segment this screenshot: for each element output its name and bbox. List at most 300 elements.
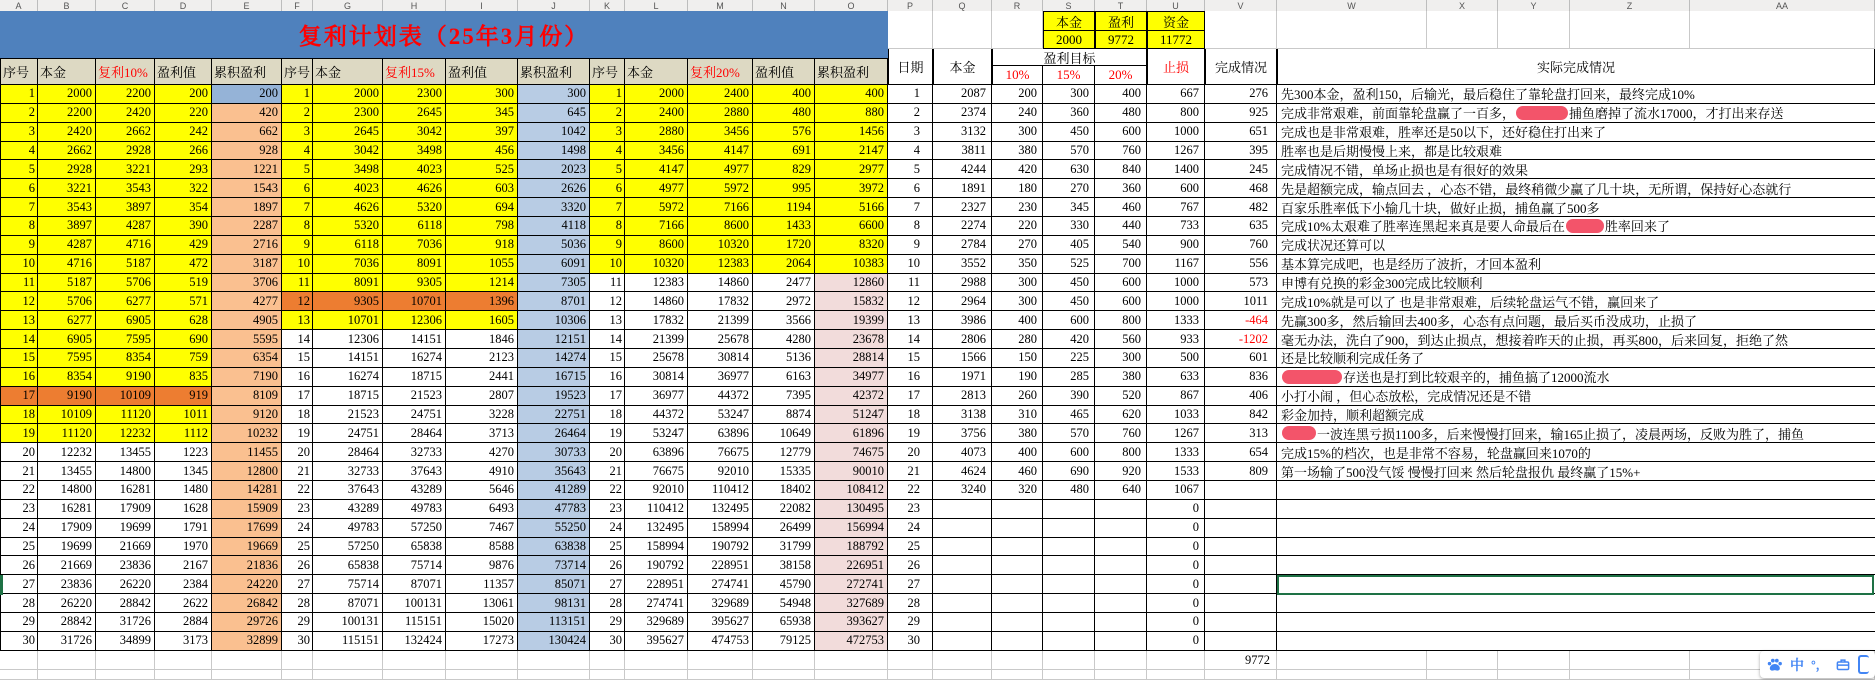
g3-r2-c1[interactable]: 2400 — [625, 104, 688, 123]
principal-cell-r2[interactable]: 2374 — [933, 104, 992, 123]
g3-r7-c1[interactable]: 5972 — [625, 198, 688, 217]
g1-r21-c3[interactable]: 1345 — [155, 462, 212, 481]
g3-r9-c0[interactable]: 9 — [590, 236, 625, 255]
g2-r16-c1[interactable]: 16274 — [313, 368, 383, 387]
empty-cell[interactable] — [625, 670, 688, 680]
g3-r4-c3[interactable]: 691 — [753, 142, 815, 161]
g3-r29-c1[interactable]: 329689 — [625, 613, 688, 632]
g1-r21-c2[interactable]: 14800 — [96, 462, 155, 481]
g2-r14-c4[interactable]: 12151 — [518, 330, 590, 349]
t15-cell-r16[interactable]: 285 — [1043, 368, 1095, 387]
g3-r17-c0[interactable]: 17 — [590, 387, 625, 406]
g3-r21-c0[interactable]: 21 — [590, 462, 625, 481]
g3-header-1[interactable]: 本金 — [625, 58, 688, 85]
toolbox-icon[interactable] — [1835, 657, 1851, 672]
done-cell-r2[interactable]: 925 — [1205, 104, 1277, 123]
stop-cell-r4[interactable]: 1267 — [1147, 142, 1205, 161]
g2-r6-c2[interactable]: 4626 — [383, 179, 446, 198]
g1-r5-c4[interactable]: 1221 — [212, 160, 282, 179]
done-cell-r15[interactable]: 601 — [1205, 349, 1277, 368]
g3-r3-c3[interactable]: 576 — [753, 123, 815, 142]
g1-r13-c1[interactable]: 6277 — [38, 311, 96, 330]
g3-r11-c2[interactable]: 14860 — [688, 274, 753, 293]
done-cell-r7[interactable]: 482 — [1205, 198, 1277, 217]
done-cell-r16[interactable]: 836 — [1205, 368, 1277, 387]
t15-cell-r21[interactable]: 690 — [1043, 462, 1095, 481]
g1-r19-c1[interactable]: 11120 — [38, 424, 96, 443]
g1-r6-c2[interactable]: 3543 — [96, 179, 155, 198]
g3-r11-c3[interactable]: 2477 — [753, 274, 815, 293]
g3-r17-c4[interactable]: 42372 — [815, 387, 888, 406]
date-cell-r16[interactable]: 16 — [888, 368, 933, 387]
g1-r28-c2[interactable]: 28842 — [96, 594, 155, 613]
g3-r27-c3[interactable]: 45790 — [753, 575, 815, 594]
g1-r28-c0[interactable]: 28 — [0, 594, 38, 613]
t10-cell-r4[interactable]: 380 — [992, 142, 1043, 161]
t15-cell-r6[interactable]: 270 — [1043, 179, 1095, 198]
t20-cell-r29[interactable] — [1095, 613, 1147, 632]
principal-cell-r28[interactable] — [933, 594, 992, 613]
g1-r13-c3[interactable]: 628 — [155, 311, 212, 330]
date-cell-r8[interactable]: 8 — [888, 217, 933, 236]
g2-r4-c0[interactable]: 4 — [282, 142, 313, 161]
t10-cell-r16[interactable]: 190 — [992, 368, 1043, 387]
g3-r22-c0[interactable]: 22 — [590, 481, 625, 500]
empty-cell[interactable] — [1277, 30, 1427, 49]
g3-r23-c1[interactable]: 110412 — [625, 500, 688, 519]
done-cell-r24[interactable] — [1205, 519, 1277, 538]
g2-r29-c1[interactable]: 100131 — [313, 613, 383, 632]
g2-r13-c4[interactable]: 10306 — [518, 311, 590, 330]
empty-cell[interactable] — [625, 651, 688, 670]
g3-r28-c1[interactable]: 274741 — [625, 594, 688, 613]
g1-r17-c3[interactable]: 919 — [155, 387, 212, 406]
t15-cell-r14[interactable]: 420 — [1043, 330, 1095, 349]
column-letter-M[interactable]: M — [688, 0, 753, 11]
empty-cell[interactable] — [888, 11, 933, 31]
g2-r4-c3[interactable]: 456 — [446, 142, 518, 161]
g3-r18-c1[interactable]: 44372 — [625, 406, 688, 425]
g3-r13-c0[interactable]: 13 — [590, 311, 625, 330]
g1-r11-c0[interactable]: 11 — [0, 274, 38, 293]
t20-cell-r23[interactable] — [1095, 500, 1147, 519]
g1-r7-c3[interactable]: 354 — [155, 198, 212, 217]
g2-r17-c1[interactable]: 18715 — [313, 387, 383, 406]
g1-r30-c3[interactable]: 3173 — [155, 632, 212, 651]
profit-total-cell[interactable]: 9772 — [1205, 651, 1277, 670]
g3-r28-c4[interactable]: 327689 — [815, 594, 888, 613]
g3-r26-c1[interactable]: 190792 — [625, 556, 688, 575]
done-cell-r21[interactable]: 809 — [1205, 462, 1277, 481]
note-cell-r8[interactable]: 完成10%太艰难了胜率连黑起来真是要人命最后在 胜率回来了 — [1277, 217, 1875, 236]
g3-r23-c3[interactable]: 22082 — [753, 500, 815, 519]
t15-cell-r15[interactable]: 225 — [1043, 349, 1095, 368]
g1-r18-c3[interactable]: 1011 — [155, 406, 212, 425]
g1-r16-c2[interactable]: 9190 — [96, 368, 155, 387]
principal-cell-r11[interactable]: 2988 — [933, 274, 992, 293]
g2-r24-c3[interactable]: 7467 — [446, 519, 518, 538]
t10-cell-r22[interactable]: 320 — [992, 481, 1043, 500]
g3-r12-c1[interactable]: 14860 — [625, 292, 688, 311]
empty-cell[interactable] — [96, 651, 155, 670]
g2-r1-c1[interactable]: 2000 — [313, 85, 383, 104]
g2-r13-c1[interactable]: 10701 — [313, 311, 383, 330]
stop-cell-r25[interactable]: 0 — [1147, 538, 1205, 557]
g1-header-2[interactable]: 复利10% — [96, 58, 155, 85]
g2-r22-c2[interactable]: 43289 — [383, 481, 446, 500]
note-cell-r6[interactable]: 先是超额完成，输点回去 ，心态不错，最终稍微少赢了几十块，无所谓，保持好心态就行 — [1277, 179, 1875, 198]
principal-cell-r30[interactable] — [933, 632, 992, 651]
g2-r21-c2[interactable]: 37643 — [383, 462, 446, 481]
t10-cell-r1[interactable]: 200 — [992, 85, 1043, 104]
g2-r30-c2[interactable]: 132424 — [383, 632, 446, 651]
g3-r24-c4[interactable]: 156994 — [815, 519, 888, 538]
g3-r20-c4[interactable]: 74675 — [815, 443, 888, 462]
done-cell-r1[interactable]: 276 — [1205, 85, 1277, 104]
date-cell-r3[interactable]: 3 — [888, 123, 933, 142]
empty-cell[interactable] — [1690, 11, 1875, 31]
g3-r30-c2[interactable]: 474753 — [688, 632, 753, 651]
note-cell-r30[interactable] — [1277, 632, 1875, 651]
g2-r11-c2[interactable]: 9305 — [383, 274, 446, 293]
g3-r29-c4[interactable]: 393627 — [815, 613, 888, 632]
stop-cell-r26[interactable]: 0 — [1147, 556, 1205, 575]
column-letter-E[interactable]: E — [212, 0, 282, 11]
g2-r22-c0[interactable]: 22 — [282, 481, 313, 500]
t15-cell-r18[interactable]: 465 — [1043, 406, 1095, 425]
g2-r8-c1[interactable]: 5320 — [313, 217, 383, 236]
g2-r14-c0[interactable]: 14 — [282, 330, 313, 349]
g1-r25-c1[interactable]: 19699 — [38, 538, 96, 557]
g1-r27-c0[interactable]: 27 — [0, 575, 38, 594]
g3-r29-c2[interactable]: 395627 — [688, 613, 753, 632]
empty-cell[interactable] — [1498, 651, 1570, 670]
done-cell-r9[interactable]: 760 — [1205, 236, 1277, 255]
g3-r24-c3[interactable]: 26499 — [753, 519, 815, 538]
principal-cell-r29[interactable] — [933, 613, 992, 632]
empty-cell[interactable] — [383, 670, 446, 680]
g1-r9-c2[interactable]: 4716 — [96, 236, 155, 255]
t20-cell-r7[interactable]: 460 — [1095, 198, 1147, 217]
empty-cell[interactable] — [753, 670, 815, 680]
g3-r10-c3[interactable]: 2064 — [753, 255, 815, 274]
note-cell-r29[interactable] — [1277, 613, 1875, 632]
g3-r11-c0[interactable]: 11 — [590, 274, 625, 293]
g2-r27-c0[interactable]: 27 — [282, 575, 313, 594]
g3-r14-c4[interactable]: 23678 — [815, 330, 888, 349]
empty-cell[interactable] — [888, 30, 933, 49]
t10-cell-r17[interactable]: 260 — [992, 387, 1043, 406]
g2-r1-c0[interactable]: 1 — [282, 85, 313, 104]
t20-cell-r27[interactable] — [1095, 575, 1147, 594]
done-cell-r26[interactable] — [1205, 556, 1277, 575]
summary-value-2[interactable]: 11772 — [1147, 30, 1205, 49]
g2-r4-c1[interactable]: 3042 — [313, 142, 383, 161]
g1-r9-c1[interactable]: 4287 — [38, 236, 96, 255]
g3-r24-c2[interactable]: 158994 — [688, 519, 753, 538]
g1-r30-c2[interactable]: 34899 — [96, 632, 155, 651]
g1-r10-c1[interactable]: 4716 — [38, 255, 96, 274]
g2-r6-c3[interactable]: 603 — [446, 179, 518, 198]
g2-r26-c0[interactable]: 26 — [282, 556, 313, 575]
g3-r5-c3[interactable]: 829 — [753, 160, 815, 179]
note-cell-r4[interactable]: 胜率也是后期慢慢上来，都是比较艰难 — [1277, 142, 1875, 161]
column-letter-C[interactable]: C — [96, 0, 155, 11]
g2-r25-c4[interactable]: 63838 — [518, 538, 590, 557]
t20-cell-r5[interactable]: 840 — [1095, 160, 1147, 179]
g1-r21-c1[interactable]: 13455 — [38, 462, 96, 481]
g2-r5-c4[interactable]: 2023 — [518, 160, 590, 179]
g3-r16-c0[interactable]: 16 — [590, 368, 625, 387]
g1-r30-c1[interactable]: 31726 — [38, 632, 96, 651]
g3-r5-c2[interactable]: 4977 — [688, 160, 753, 179]
note-cell-r13[interactable]: 先赢300多，然后输回去400多，心态有点问题，最后买币没成功，止损了 — [1277, 311, 1875, 330]
empty-cell[interactable] — [1427, 651, 1498, 670]
t20-cell-r9[interactable]: 540 — [1095, 236, 1147, 255]
summary-value-1[interactable]: 9772 — [1095, 30, 1147, 49]
principal-cell-r13[interactable]: 3986 — [933, 311, 992, 330]
g2-r1-c3[interactable]: 300 — [446, 85, 518, 104]
column-letter-O[interactable]: O — [815, 0, 888, 11]
g2-r11-c1[interactable]: 8091 — [313, 274, 383, 293]
g1-r14-c2[interactable]: 7595 — [96, 330, 155, 349]
empty-cell[interactable] — [1498, 30, 1570, 49]
t15-cell-r23[interactable] — [1043, 500, 1095, 519]
empty-cell[interactable] — [96, 670, 155, 680]
g1-r7-c1[interactable]: 3543 — [38, 198, 96, 217]
g1-r6-c3[interactable]: 322 — [155, 179, 212, 198]
t20-cell-r30[interactable] — [1095, 632, 1147, 651]
t20-cell-r22[interactable]: 640 — [1095, 481, 1147, 500]
g3-r16-c4[interactable]: 34977 — [815, 368, 888, 387]
g3-r2-c4[interactable]: 880 — [815, 104, 888, 123]
g1-r1-c3[interactable]: 200 — [155, 85, 212, 104]
g1-r10-c3[interactable]: 472 — [155, 255, 212, 274]
g1-r12-c2[interactable]: 6277 — [96, 292, 155, 311]
note-cell-r7[interactable]: 百家乐胜率低下小输几十块，做好止损，捕鱼赢了500多 — [1277, 198, 1875, 217]
g2-r11-c4[interactable]: 7305 — [518, 274, 590, 293]
g2-r28-c4[interactable]: 98131 — [518, 594, 590, 613]
g3-r1-c3[interactable]: 400 — [753, 85, 815, 104]
t10-cell-r12[interactable]: 300 — [992, 292, 1043, 311]
g3-r18-c4[interactable]: 51247 — [815, 406, 888, 425]
empty-cell[interactable] — [688, 670, 753, 680]
g2-r21-c1[interactable]: 32733 — [313, 462, 383, 481]
empty-cell[interactable] — [1147, 651, 1205, 670]
g2-r9-c3[interactable]: 918 — [446, 236, 518, 255]
g2-r27-c4[interactable]: 85071 — [518, 575, 590, 594]
t20-cell-r21[interactable]: 920 — [1095, 462, 1147, 481]
g3-r21-c1[interactable]: 76675 — [625, 462, 688, 481]
g1-r28-c3[interactable]: 2622 — [155, 594, 212, 613]
empty-cell[interactable] — [1205, 11, 1277, 31]
note-cell-r14[interactable]: 毫无办法，洗白了900，到达止损点，想接着昨天的止损，再买800，后来回复，拒绝了然 — [1277, 330, 1875, 349]
g1-r27-c1[interactable]: 23836 — [38, 575, 96, 594]
g1-r4-c1[interactable]: 2662 — [38, 142, 96, 161]
date-cell-r29[interactable]: 29 — [888, 613, 933, 632]
t15-cell-r3[interactable]: 450 — [1043, 123, 1095, 142]
g2-r13-c0[interactable]: 13 — [282, 311, 313, 330]
g1-r11-c3[interactable]: 519 — [155, 274, 212, 293]
t20-cell-r3[interactable]: 600 — [1095, 123, 1147, 142]
g3-r20-c0[interactable]: 20 — [590, 443, 625, 462]
g3-r25-c1[interactable]: 158994 — [625, 538, 688, 557]
g3-r19-c3[interactable]: 10649 — [753, 424, 815, 443]
column-letter-T[interactable]: T — [1095, 0, 1147, 11]
t20-cell-r10[interactable]: 700 — [1095, 255, 1147, 274]
principal-cell-r7[interactable]: 2327 — [933, 198, 992, 217]
column-letter-F[interactable]: F — [282, 0, 313, 11]
g2-r19-c0[interactable]: 19 — [282, 424, 313, 443]
g3-r23-c2[interactable]: 132495 — [688, 500, 753, 519]
done-cell-r19[interactable]: 313 — [1205, 424, 1277, 443]
g2-r25-c0[interactable]: 25 — [282, 538, 313, 557]
g2-r5-c1[interactable]: 3498 — [313, 160, 383, 179]
t10-cell-r11[interactable]: 300 — [992, 274, 1043, 293]
g2-r16-c3[interactable]: 2441 — [446, 368, 518, 387]
stop-cell-r24[interactable]: 0 — [1147, 519, 1205, 538]
g1-r18-c1[interactable]: 10109 — [38, 406, 96, 425]
empty-cell[interactable] — [1095, 670, 1147, 680]
g2-r27-c1[interactable]: 75714 — [313, 575, 383, 594]
principal-cell-r12[interactable]: 2964 — [933, 292, 992, 311]
g2-r23-c0[interactable]: 23 — [282, 500, 313, 519]
g1-r16-c0[interactable]: 16 — [0, 368, 38, 387]
t15-cell-r13[interactable]: 600 — [1043, 311, 1095, 330]
g1-r29-c3[interactable]: 2884 — [155, 613, 212, 632]
g3-r26-c0[interactable]: 26 — [590, 556, 625, 575]
g2-r14-c3[interactable]: 1846 — [446, 330, 518, 349]
empty-cell[interactable] — [1043, 651, 1095, 670]
empty-cell[interactable] — [1427, 670, 1498, 680]
g3-r27-c0[interactable]: 27 — [590, 575, 625, 594]
g3-r21-c3[interactable]: 15335 — [753, 462, 815, 481]
g3-r7-c4[interactable]: 5166 — [815, 198, 888, 217]
g1-r15-c2[interactable]: 8354 — [96, 349, 155, 368]
t15-cell-r30[interactable] — [1043, 632, 1095, 651]
date-cell-r21[interactable]: 21 — [888, 462, 933, 481]
empty-cell[interactable] — [518, 651, 590, 670]
date-cell-r12[interactable]: 12 — [888, 292, 933, 311]
g2-r9-c1[interactable]: 6118 — [313, 236, 383, 255]
stop-cell-r10[interactable]: 1167 — [1147, 255, 1205, 274]
column-letter-D[interactable]: D — [155, 0, 212, 11]
done-cell-r18[interactable]: 842 — [1205, 406, 1277, 425]
g2-r16-c2[interactable]: 18715 — [383, 368, 446, 387]
g1-r5-c3[interactable]: 293 — [155, 160, 212, 179]
g1-r10-c2[interactable]: 5187 — [96, 255, 155, 274]
done-cell-r30[interactable] — [1205, 632, 1277, 651]
g2-r27-c2[interactable]: 87071 — [383, 575, 446, 594]
g1-r29-c0[interactable]: 29 — [0, 613, 38, 632]
g1-r11-c4[interactable]: 3706 — [212, 274, 282, 293]
g1-r17-c1[interactable]: 9190 — [38, 387, 96, 406]
g1-r19-c3[interactable]: 1112 — [155, 424, 212, 443]
g1-r28-c4[interactable]: 26842 — [212, 594, 282, 613]
g2-r19-c2[interactable]: 28464 — [383, 424, 446, 443]
g1-r25-c4[interactable]: 19669 — [212, 538, 282, 557]
g3-r10-c2[interactable]: 12383 — [688, 255, 753, 274]
principal-cell-r5[interactable]: 4244 — [933, 160, 992, 179]
column-letter-J[interactable]: J — [518, 0, 590, 11]
g3-r3-c0[interactable]: 3 — [590, 123, 625, 142]
g1-r13-c2[interactable]: 6905 — [96, 311, 155, 330]
g2-r7-c2[interactable]: 5320 — [383, 198, 446, 217]
g2-r26-c2[interactable]: 75714 — [383, 556, 446, 575]
g2-r6-c0[interactable]: 6 — [282, 179, 313, 198]
g1-r29-c1[interactable]: 28842 — [38, 613, 96, 632]
g3-r9-c4[interactable]: 8320 — [815, 236, 888, 255]
g3-r14-c1[interactable]: 21399 — [625, 330, 688, 349]
t20-cell-r1[interactable]: 400 — [1095, 85, 1147, 104]
empty-cell[interactable] — [992, 670, 1043, 680]
g2-r5-c0[interactable]: 5 — [282, 160, 313, 179]
note-cell-r18[interactable]: 彩金加持，顺利超额完成 — [1277, 406, 1875, 425]
principal-cell-r23[interactable] — [933, 500, 992, 519]
g3-r20-c3[interactable]: 12779 — [753, 443, 815, 462]
g1-r14-c1[interactable]: 6905 — [38, 330, 96, 349]
g3-r29-c3[interactable]: 65938 — [753, 613, 815, 632]
t10-cell-r7[interactable]: 230 — [992, 198, 1043, 217]
g3-r26-c2[interactable]: 228951 — [688, 556, 753, 575]
g3-header-0[interactable]: 序号 — [590, 58, 625, 85]
g1-r24-c1[interactable]: 17909 — [38, 519, 96, 538]
g3-r25-c4[interactable]: 188792 — [815, 538, 888, 557]
empty-cell[interactable] — [888, 651, 933, 670]
g2-r6-c4[interactable]: 2626 — [518, 179, 590, 198]
g3-r14-c2[interactable]: 25678 — [688, 330, 753, 349]
g3-r6-c1[interactable]: 4977 — [625, 179, 688, 198]
t10-cell-r21[interactable]: 460 — [992, 462, 1043, 481]
date-cell-r19[interactable]: 19 — [888, 424, 933, 443]
stop-cell-r1[interactable]: 667 — [1147, 85, 1205, 104]
date-cell-r10[interactable]: 10 — [888, 255, 933, 274]
g1-r20-c3[interactable]: 1223 — [155, 443, 212, 462]
g2-r24-c1[interactable]: 49783 — [313, 519, 383, 538]
g1-r19-c4[interactable]: 10232 — [212, 424, 282, 443]
g1-r25-c2[interactable]: 21669 — [96, 538, 155, 557]
g1-r27-c4[interactable]: 24220 — [212, 575, 282, 594]
g3-r12-c0[interactable]: 12 — [590, 292, 625, 311]
empty-cell[interactable] — [1570, 11, 1690, 31]
stop-cell-r6[interactable]: 600 — [1147, 179, 1205, 198]
empty-cell[interactable] — [590, 670, 625, 680]
g2-header-3[interactable]: 盈利值 — [446, 58, 518, 85]
note-cell-r28[interactable] — [1277, 594, 1875, 613]
column-letter-X[interactable]: X — [1427, 0, 1498, 11]
note-cell-r19[interactable]: 一波连黑亏损1100多，后来慢慢打回来，输165止损了，凌晨两场，反败为胜了，捕鱼 — [1277, 424, 1875, 443]
g2-r29-c4[interactable]: 113151 — [518, 613, 590, 632]
principal-cell-r26[interactable] — [933, 556, 992, 575]
column-letter-I[interactable]: I — [446, 0, 518, 11]
empty-cell[interactable] — [313, 651, 383, 670]
empty-cell[interactable] — [933, 670, 992, 680]
g1-r19-c0[interactable]: 19 — [0, 424, 38, 443]
principal-cell-r19[interactable]: 3756 — [933, 424, 992, 443]
date-cell-r2[interactable]: 2 — [888, 104, 933, 123]
g1-r14-c4[interactable]: 5595 — [212, 330, 282, 349]
g3-r23-c0[interactable]: 23 — [590, 500, 625, 519]
g2-header-4[interactable]: 累积盈利 — [518, 58, 590, 85]
g1-r12-c3[interactable]: 571 — [155, 292, 212, 311]
g1-r23-c1[interactable]: 16281 — [38, 500, 96, 519]
note-cell-r16[interactable]: 存送也是打到比较艰辛的，捕鱼搞了12000流水 — [1277, 368, 1875, 387]
g1-r24-c0[interactable]: 24 — [0, 519, 38, 538]
empty-cell[interactable] — [155, 670, 212, 680]
g1-r15-c0[interactable]: 15 — [0, 349, 38, 368]
g2-r19-c1[interactable]: 24751 — [313, 424, 383, 443]
g1-r4-c0[interactable]: 4 — [0, 142, 38, 161]
